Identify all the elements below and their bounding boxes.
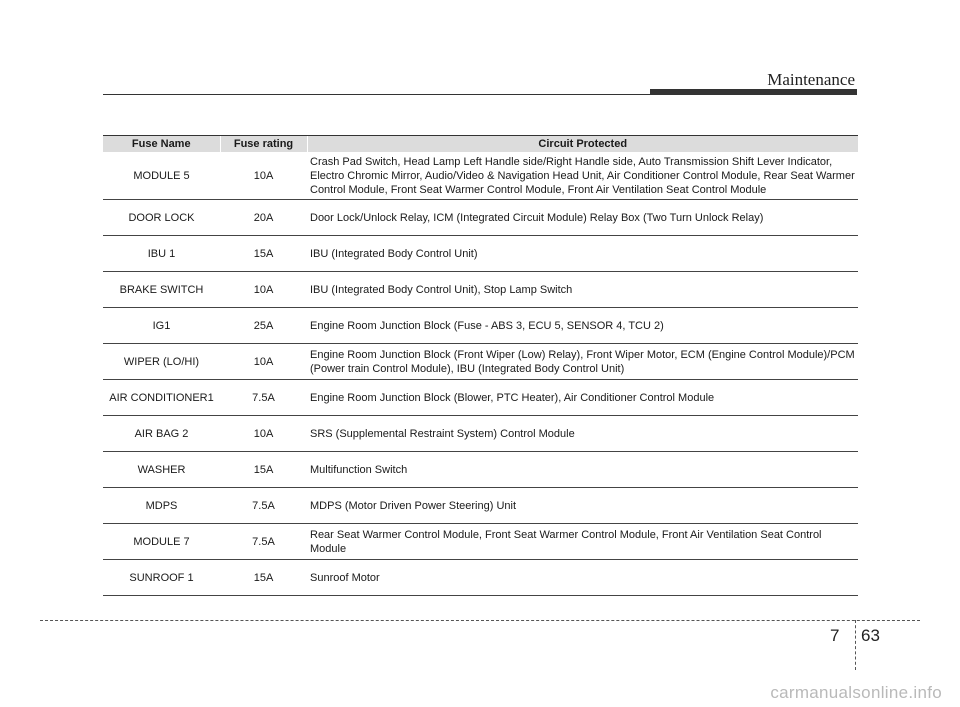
chapter-number: 7 (830, 626, 840, 645)
fuse-name-cell: WIPER (LO/HI) (103, 344, 220, 380)
watermark: carmanualsonline.info (770, 683, 942, 702)
fuse-name-cell: MODULE 5 (103, 152, 220, 200)
fuse-name-cell: WASHER (103, 452, 220, 488)
table-row (103, 452, 858, 488)
column-header-fuse-name: Fuse Name (103, 136, 220, 153)
circuit-protected-cell: Crash Pad Switch, Head Lamp Left Handle side/Right Handle side, Auto Transmission Shift Lever Indicator, Electro Chromic Mirror, Audio/Video & Navigation Head Unit, Air Conditioner Control Module, Rear Seat Warmer Control Module, Front Seat Warmer Control Module, Front Air Ventilation Seat Control Module (307, 152, 858, 200)
circuit-protected-cell: Door Lock/Unlock Relay, ICM (Integrated Circuit Module) Relay Box (Two Turn Unlock Relay) (307, 200, 858, 236)
circuit-protected-cell: MDPS (Motor Driven Power Steering) Unit (307, 488, 858, 524)
table-row (103, 380, 858, 416)
fuse-rating-cell: 7.5A (220, 524, 307, 560)
table-row (103, 200, 858, 236)
circuit-protected-cell: Sunroof Motor (307, 560, 858, 596)
circuit-protected-cell: Multifunction Switch (307, 452, 858, 488)
table-row (103, 152, 858, 200)
footer-rule (40, 620, 920, 621)
table-row (103, 524, 858, 560)
table-row (103, 560, 858, 596)
circuit-protected-cell: Engine Room Junction Block (Fuse - ABS 3, ECU 5, SENSOR 4, TCU 2) (307, 308, 858, 344)
circuit-protected-cell: IBU (Integrated Body Control Unit) (307, 236, 858, 272)
fuse-rating-cell: 10A (220, 152, 307, 200)
fuse-name-cell: MDPS (103, 488, 220, 524)
table-row (103, 416, 858, 452)
fuse-rating-cell: 10A (220, 416, 307, 452)
fuse-rating-cell: 7.5A (220, 380, 307, 416)
fuse-rating-cell: 10A (220, 344, 307, 380)
fuse-name-cell: IG1 (103, 308, 220, 344)
table-row (103, 272, 858, 308)
fuse-rating-cell: 10A (220, 272, 307, 308)
table-row (103, 308, 858, 344)
fuse-name-cell: BRAKE SWITCH (103, 272, 220, 308)
fuse-name-cell: AIR BAG 2 (103, 416, 220, 452)
circuit-protected-cell: Rear Seat Warmer Control Module, Front Seat Warmer Control Module, Front Air Ventilation Seat Control Module (307, 524, 858, 560)
fuse-rating-cell: 15A (220, 560, 307, 596)
table-row (103, 488, 858, 524)
page-number: 63 (861, 626, 880, 645)
fuse-rating-cell: 20A (220, 200, 307, 236)
circuit-protected-cell: IBU (Integrated Body Control Unit), Stop Lamp Switch (307, 272, 858, 308)
fuse-table (103, 135, 858, 596)
fuse-name-cell: IBU 1 (103, 236, 220, 272)
column-header-fuse-rating: Fuse rating (220, 136, 307, 153)
fuse-name-cell: DOOR LOCK (103, 200, 220, 236)
footer-divider (855, 620, 856, 670)
table-row (103, 236, 858, 272)
table-header-row (103, 136, 858, 153)
column-header-circuit-protected: Circuit Protected (307, 136, 858, 153)
circuit-protected-cell: Engine Room Junction Block (Blower, PTC Heater), Air Conditioner Control Module (307, 380, 858, 416)
fuse-name-cell: MODULE 7 (103, 524, 220, 560)
fuse-rating-cell: 15A (220, 236, 307, 272)
circuit-protected-cell: Engine Room Junction Block (Front Wiper (Low) Relay), Front Wiper Motor, ECM (Engine Control Module)/PCM (Power train Control Module), IBU (Integrated Body Control Unit) (307, 344, 858, 380)
section-title: Maintenance (767, 70, 855, 89)
fuse-rating-cell: 15A (220, 452, 307, 488)
circuit-protected-cell: SRS (Supplemental Restraint System) Control Module (307, 416, 858, 452)
fuse-name-cell: AIR CONDITIONER1 (103, 380, 220, 416)
fuse-rating-cell: 7.5A (220, 488, 307, 524)
header-rule (103, 94, 650, 95)
fuse-name-cell: SUNROOF 1 (103, 560, 220, 596)
table-row (103, 344, 858, 380)
header-rule-accent (650, 89, 857, 95)
fuse-rating-cell: 25A (220, 308, 307, 344)
